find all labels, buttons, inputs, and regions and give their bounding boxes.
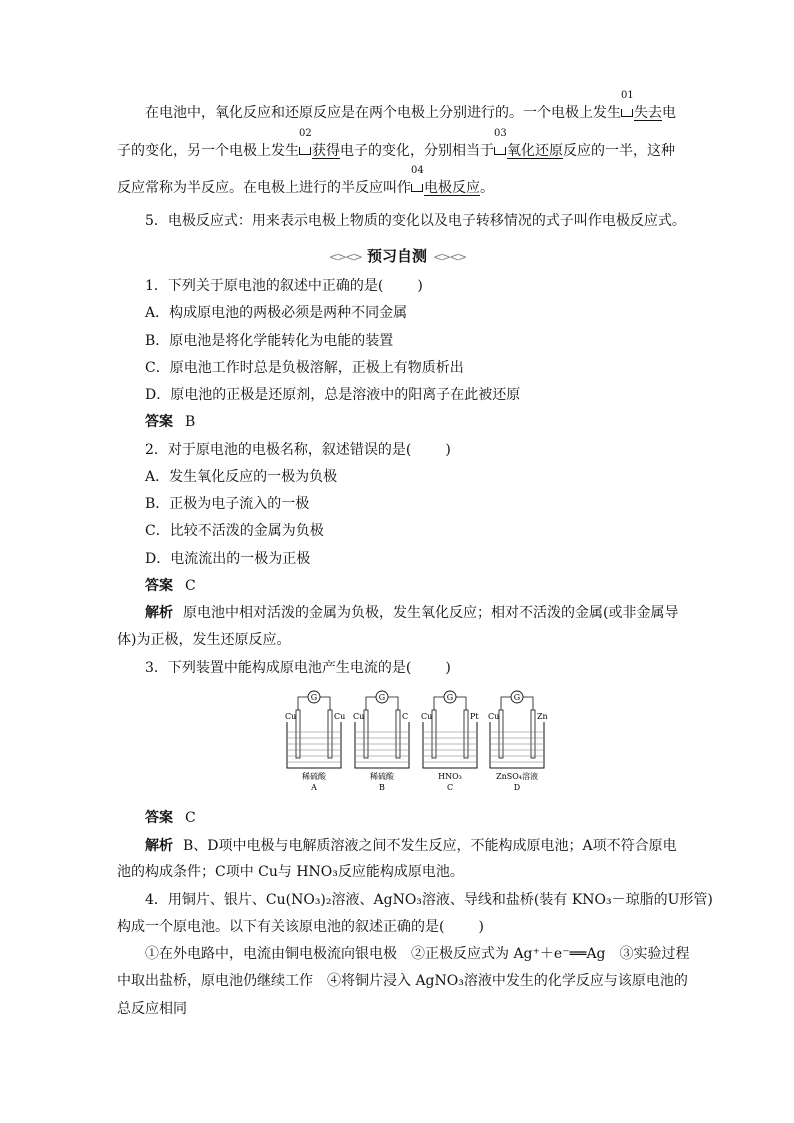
q2-option-a: A．发生氧化反应的一极为负极 <box>145 469 338 485</box>
option-letter: D <box>513 783 521 792</box>
q4-stem-2 <box>117 917 484 937</box>
blank-mark <box>411 184 423 192</box>
q2-stem <box>145 440 451 460</box>
section-title-text: 预习自测 <box>366 247 427 265</box>
q1-option-c: C．原电池工作时总是负极溶解，正极上有物质析出 <box>145 360 464 376</box>
q2-option-c: C．比较不活泼的金属为负极 <box>145 523 324 539</box>
q4-options-2: 中取出盐桥，原电池仍继续工作 ④将铜片浸入 AgNO₃溶液中发生的化学反应与该原电池的 <box>117 973 688 989</box>
cell-d <box>488 691 548 792</box>
q1-option-d: D．原电池的正极是还原剂，总是溶液中的阳离子在此被还原 <box>145 387 521 403</box>
left-electrode <box>364 710 368 758</box>
text: 3．下列装置中能构成原电池产生电流的是( <box>145 660 412 676</box>
beaker <box>490 722 544 768</box>
galvanic-cells-diagram <box>283 688 548 798</box>
q3-analysis-1 <box>145 836 677 856</box>
solution-label: 稀硫酸 <box>302 772 326 781</box>
fill-blank-4 <box>411 165 480 198</box>
meter-label: G <box>310 693 318 702</box>
q2-analysis-2: 体)为正极，发生还原反应。 <box>117 632 291 648</box>
q4-options-3: 总反应相同 <box>117 1001 187 1017</box>
text: 反应常称为半反应。在电极上进行的半反应叫作 <box>117 180 411 196</box>
q3-analysis-2: 池的构成条件；C项中 Cu与 HNO₃反应能构成原电池。 <box>117 864 464 880</box>
meter-label: G <box>446 693 454 702</box>
q3-answer <box>145 808 196 828</box>
left-electrode-label: Cu <box>421 712 433 721</box>
blank-answer: 获得 <box>312 143 340 159</box>
answer-label: 答案 <box>145 578 173 594</box>
text: ) <box>445 442 451 458</box>
right-electrode-label: Pt <box>470 712 479 721</box>
intro-line-3 <box>117 165 494 198</box>
blank-mark <box>299 147 311 155</box>
right-decoration-icon: <><> <box>433 250 466 264</box>
text: ) <box>445 660 451 676</box>
text: 原电池中相对活泼的金属为负极，发生氧化反应；相对不活泼的金属(或非金属导 <box>183 605 679 621</box>
text: 。 <box>480 180 494 196</box>
intro-line-2 <box>117 128 675 161</box>
q2-option-d: D．电流流出的一极为正极 <box>145 551 311 567</box>
intro-line-1 <box>145 90 676 123</box>
blank-number: 01 <box>621 90 634 101</box>
q3-stem <box>145 658 451 678</box>
text: 电 <box>662 105 676 121</box>
q1-option-b: B．原电池是将化学能转化为电能的装置 <box>145 333 394 349</box>
blank-number: 02 <box>299 128 312 139</box>
left-electrode <box>296 710 300 758</box>
blank-answer: 氧化还原 <box>507 143 563 159</box>
meter-label: G <box>513 693 521 702</box>
q1-option-a: A．构成原电池的两极必须是两种不同金属 <box>145 305 408 321</box>
q2-analysis-1 <box>145 603 678 623</box>
text: ) <box>417 278 423 294</box>
fill-blank-2 <box>299 128 340 161</box>
right-electrode <box>396 710 400 758</box>
right-electrode-label: Zn <box>537 712 548 721</box>
q1-answer <box>145 412 195 432</box>
q1-stem <box>145 276 423 296</box>
cell-b <box>353 691 409 792</box>
text: 在电池中，氧化反应和还原反应是在两个电极上分别进行的。一个电极上发生 <box>145 105 621 121</box>
blank-mark <box>494 147 506 155</box>
blank-number: 04 <box>411 165 424 176</box>
blank-answer: 失去 <box>634 105 662 121</box>
left-electrode-label: Cu <box>285 712 297 721</box>
solution-label: ZnSO₄溶液 <box>496 772 538 781</box>
left-electrode-label: Cu <box>488 712 500 721</box>
right-electrode <box>328 710 332 758</box>
left-electrode-label: Cu <box>353 712 365 721</box>
right-electrode-label: C <box>402 712 409 721</box>
answer-label: 答案 <box>145 810 173 826</box>
beaker <box>423 722 477 768</box>
blank-mark <box>621 109 633 117</box>
beaker <box>355 722 409 768</box>
section-title <box>0 246 794 267</box>
option-letter: A <box>311 783 317 792</box>
solution-label: 稀硫酸 <box>370 772 394 781</box>
text: 电子的变化，分别相当于 <box>340 143 494 159</box>
blank-number: 03 <box>494 128 507 139</box>
solution-label: HNO₃ <box>438 772 462 781</box>
left-decoration-icon: <><> <box>328 250 361 264</box>
left-electrode <box>499 710 503 758</box>
option-letter: B <box>379 783 385 792</box>
text: B、D项中电极与电解质溶液之间不发生反应，不能构成原电池；A项不符合原电 <box>183 838 677 854</box>
answer-label: 答案 <box>145 414 173 430</box>
text: 反应的一半，这种 <box>563 143 675 159</box>
text: 子的变化，另一个电极上发生 <box>117 143 299 159</box>
answer-value: C <box>185 578 196 594</box>
left-electrode <box>432 710 436 758</box>
analysis-label: 解析 <box>145 838 173 854</box>
text: 1．下列关于原电池的叙述中正确的是( <box>145 278 384 294</box>
answer-value: B <box>185 414 196 430</box>
fill-blank-1 <box>621 90 662 123</box>
option-letter: C <box>446 783 454 792</box>
text: ) <box>478 919 484 935</box>
answer-value: C <box>185 810 196 826</box>
right-electrode <box>464 710 468 758</box>
right-electrode-label: Cu <box>334 712 346 721</box>
beaker <box>287 722 341 768</box>
q2-answer <box>145 576 196 596</box>
q4-stem-1: 4．用铜片、银片、Cu(NO₃)₂溶液、AgNO₃溶液、导线和盐桥(装有 KNO₃－琼脂的U形管) <box>145 892 713 908</box>
intro-line-4: 5．电极反应式：用来表示电极上物质的变化以及电子转移情况的式子叫作电极反应式。 <box>145 213 686 229</box>
fill-blank-3 <box>494 128 563 161</box>
cell-c <box>421 691 479 792</box>
q4-options-1: ①在外电路中，电流由铜电极流向银电极 ②正极反应式为 Ag⁺＋e⁻══Ag ③实验过程 <box>145 946 690 962</box>
meter-label: G <box>378 693 386 702</box>
cell-a <box>285 691 345 792</box>
q2-option-b: B．正极为电子流入的一极 <box>145 496 310 512</box>
blank-answer: 电极反应 <box>424 180 480 196</box>
analysis-label: 解析 <box>145 605 173 621</box>
text: 构成一个原电池。以下有关该原电池的叙述正确的是( <box>117 919 445 935</box>
text: 2．对于原电池的电极名称，叙述错误的是( <box>145 442 412 458</box>
right-electrode <box>531 710 535 758</box>
